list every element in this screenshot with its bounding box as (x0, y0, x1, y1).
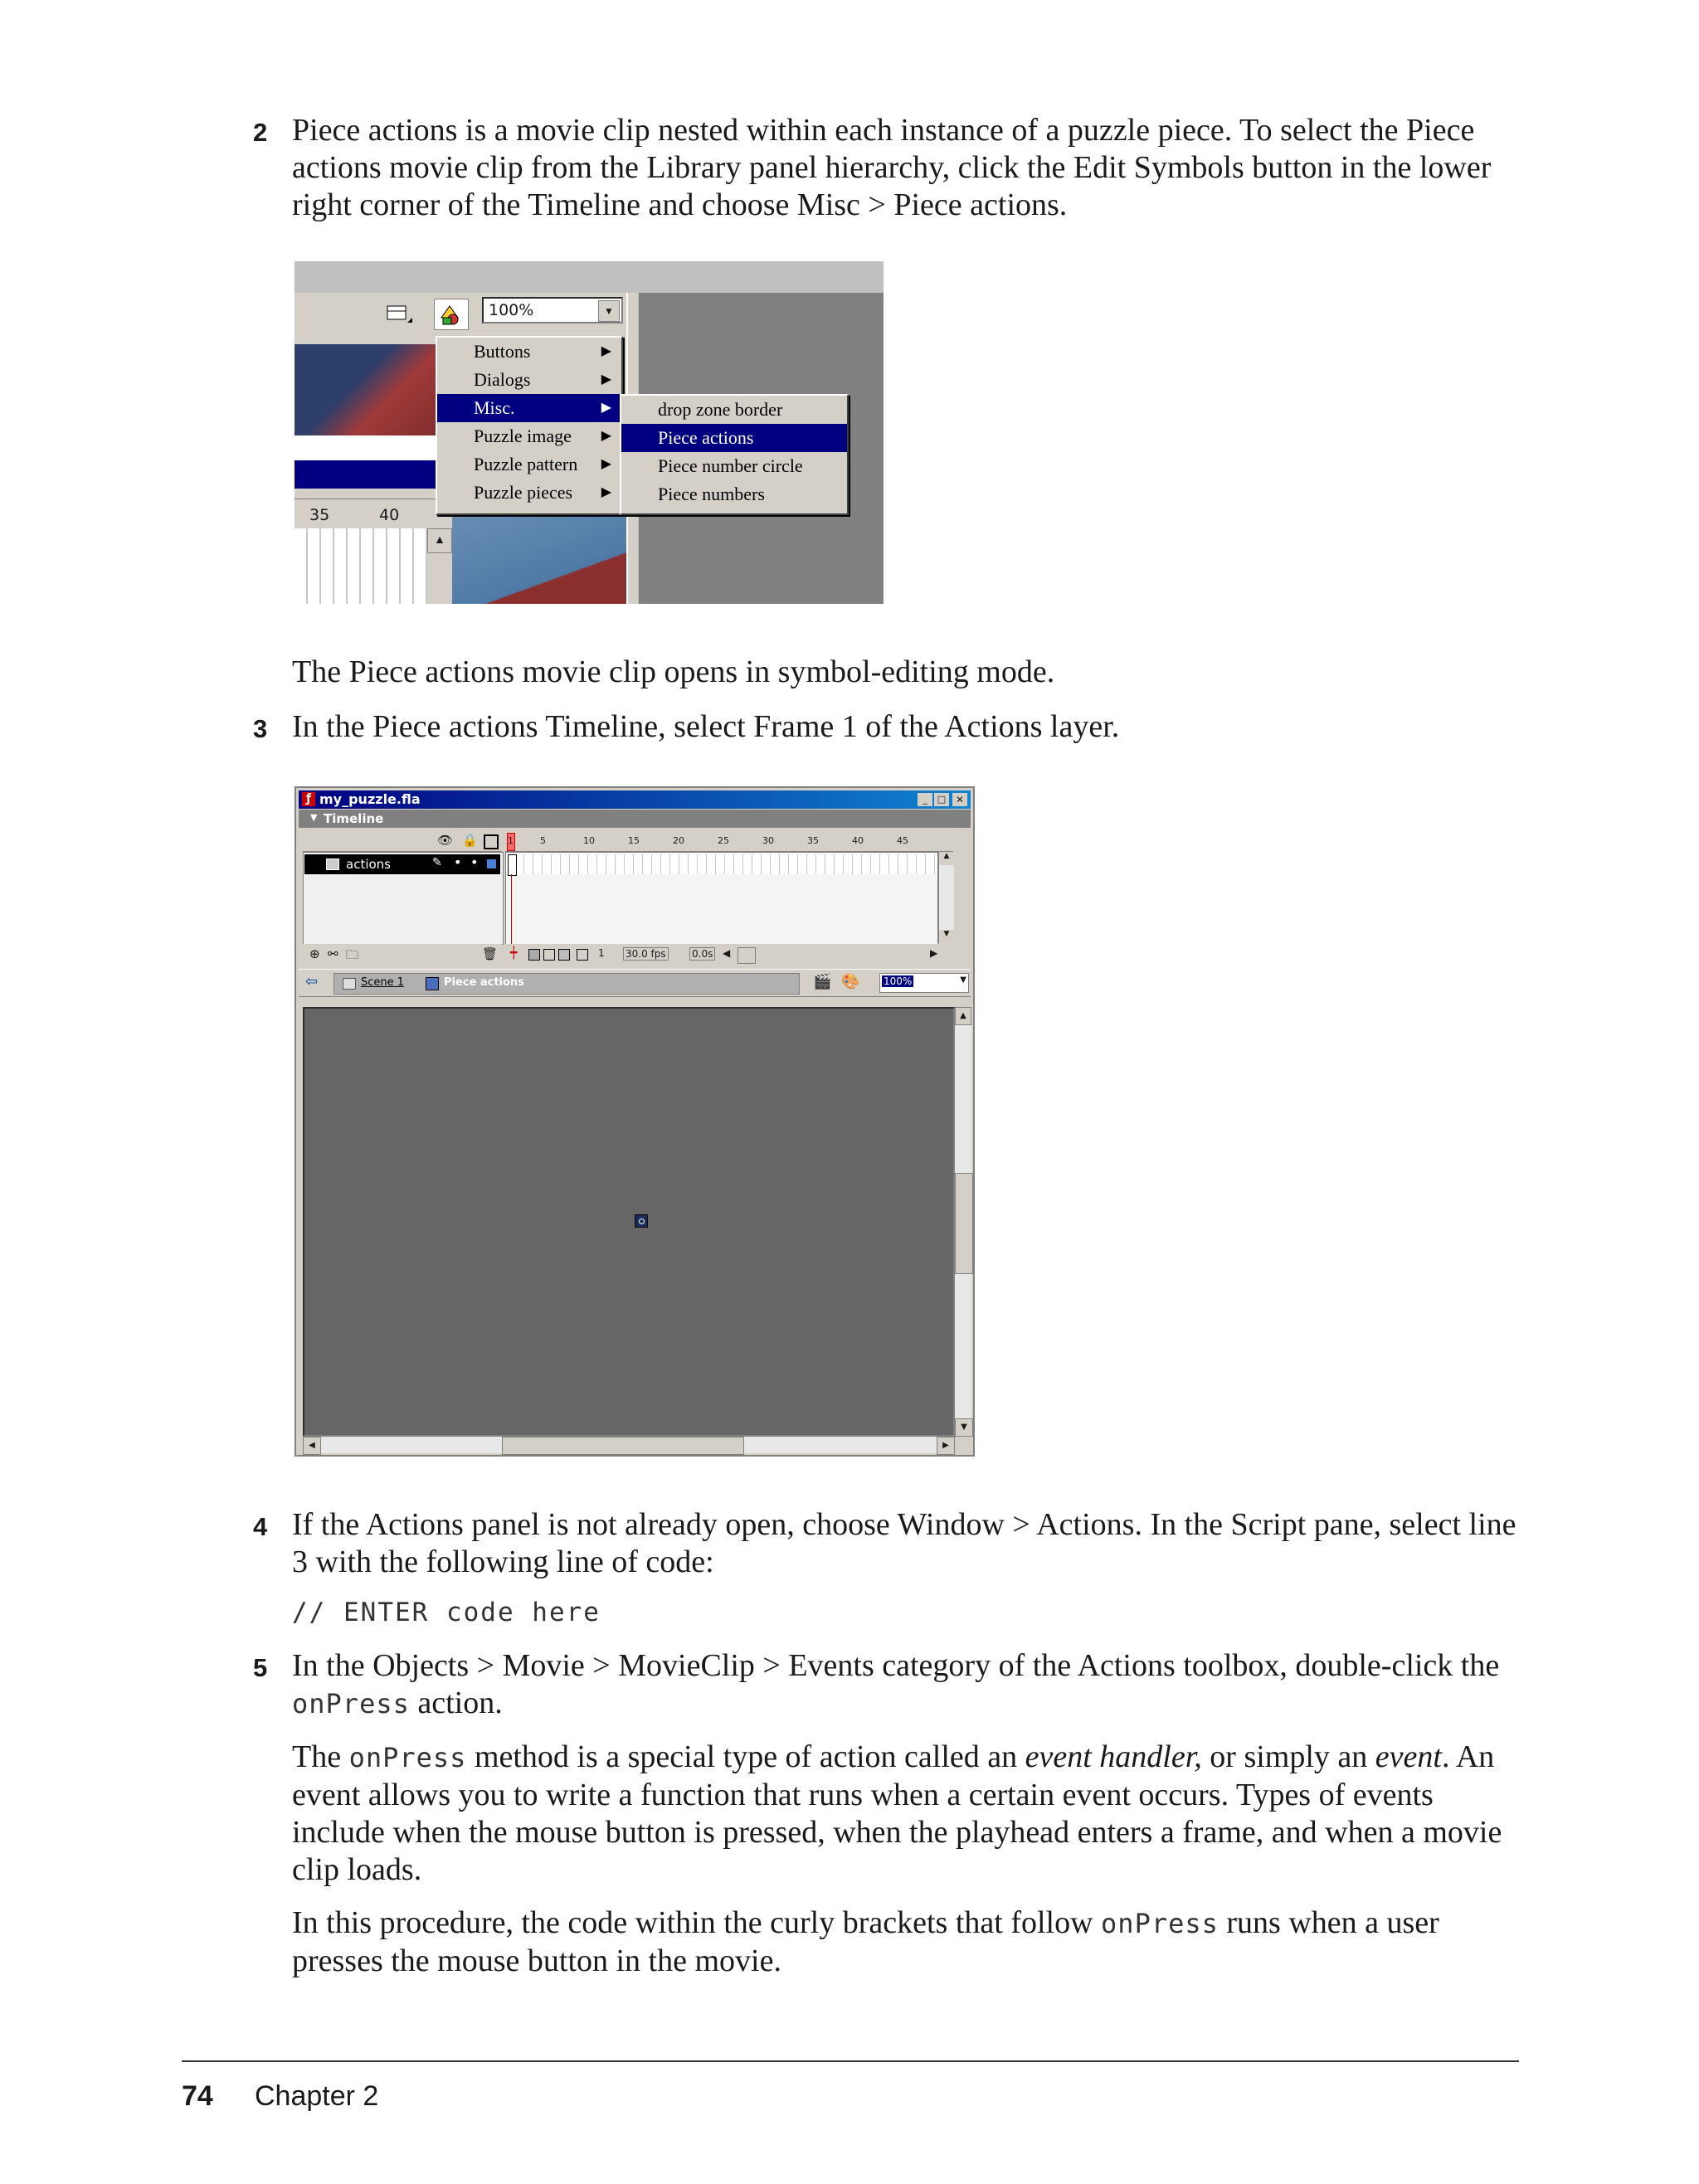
frame-number: 30 (762, 835, 774, 846)
vertical-scrollbar[interactable]: ▲ ▼ (938, 852, 954, 943)
collapse-arrow-icon[interactable]: ▼ (310, 812, 318, 823)
edit-symbols-icon[interactable] (434, 299, 469, 330)
frame-ruler[interactable] (505, 831, 953, 852)
page-number: 74 (182, 2080, 213, 2112)
step-number: 4 (253, 1512, 268, 1541)
scroll-up-icon[interactable]: ▲ (427, 528, 452, 553)
eye-icon[interactable]: 👁 (437, 833, 454, 848)
submenu-item-drop-zone-border[interactable]: drop zone border (658, 399, 783, 420)
onion-skin-icon[interactable] (528, 949, 540, 961)
frame-rate: 30.0 fps (623, 947, 669, 961)
frame-number: 35 (807, 835, 819, 846)
step-3 (253, 708, 1531, 746)
submenu-item-piece-number-circle[interactable]: Piece number circle (658, 455, 803, 476)
frame-number: 20 (673, 835, 684, 846)
menu-item-dialogs[interactable]: Dialogs ▶ (474, 369, 611, 390)
add-guide-layer-icon[interactable]: ⚯ (328, 946, 338, 961)
submenu-item-piece-numbers[interactable]: Piece numbers (658, 484, 765, 504)
edit-scene-icon[interactable]: 🎬 (813, 973, 832, 990)
menu-item-puzzle-pieces[interactable]: Puzzle pieces ▶ (474, 482, 611, 503)
step-2 (253, 112, 1531, 224)
frame-number: 45 (897, 835, 908, 846)
step-5 (253, 1647, 1531, 1723)
frame-number: 40 (852, 835, 864, 846)
misc-submenu (620, 394, 849, 515)
menu-item-misc[interactable]: Misc. ▶ (437, 394, 621, 422)
menu-item-puzzle-image[interactable]: Puzzle image ▶ (474, 426, 611, 446)
step-text: If the Actions panel is not already open, choose Window > Actions. In the Script pane, select line 3 with the following line of code: (292, 1507, 1516, 1579)
zoom-value: 100% (489, 301, 534, 319)
elapsed-time: 0.0s (689, 947, 715, 961)
step-4 (253, 1506, 1531, 1581)
stage-horizontal-scrollbar[interactable]: ◀ ▶ (303, 1437, 955, 1453)
breadcrumb-symbol: Piece actions (444, 976, 524, 989)
scroll-left-icon[interactable]: ◀ (723, 947, 731, 959)
step-number: 5 (253, 1653, 268, 1682)
timeline-panel-header[interactable] (299, 810, 971, 828)
back-arrow-icon[interactable]: ⇦ (305, 973, 319, 990)
frame-cells[interactable] (505, 852, 938, 945)
stage-vertical-scrollbar[interactable]: ▲ ▼ (955, 1007, 971, 1437)
zoom-select[interactable] (482, 297, 623, 323)
para-procedure: In this procedure, the code within the curly brackets that follow onPress runs when a user presses the mouse button in the movie. (292, 1905, 1439, 1978)
movie-clip-icon (426, 977, 439, 990)
code-line: // ENTER code here (292, 1598, 601, 1627)
maximize-button[interactable]: □ (934, 793, 949, 806)
outline-icon[interactable] (484, 834, 499, 849)
trash-icon[interactable]: 🗑 (482, 946, 499, 961)
insert-layer-icon[interactable]: ⊕ (309, 946, 320, 961)
edit-bar (299, 969, 971, 997)
step-number: 3 (253, 714, 268, 743)
registration-point[interactable] (635, 1214, 648, 1228)
frame-number: 25 (718, 835, 729, 846)
chevron-down-icon[interactable]: ▼ (960, 975, 966, 985)
edit-symbols-dropdown (436, 336, 623, 515)
footer-rule (182, 2060, 1519, 2062)
layer-row-actions[interactable] (304, 854, 500, 874)
para-onpress: The onPress method is a special type of action called an event handler, or simply an event. An event allows you to write a function that runs when a certain event occurs. Types of events include when the mouse button is pressed, when the playhead enters a frame, and when a movie clip loads. (292, 1739, 1502, 1887)
inline-code: onPress (1101, 1908, 1219, 1939)
visible-dot[interactable]: • (454, 854, 462, 870)
menu-item-buttons[interactable]: Buttons ▶ (474, 341, 611, 362)
lock-icon[interactable]: 🔒 (462, 833, 478, 848)
layer-color-swatch[interactable] (487, 859, 496, 868)
frame-number: 5 (540, 835, 546, 846)
zoom-select[interactable] (879, 973, 969, 993)
scroll-right-icon[interactable]: ▶ (930, 947, 938, 959)
para-symbol-mode: The Piece actions movie clip opens in symbol-editing mode. (292, 654, 1055, 689)
timeline-panel-title: Timeline (324, 811, 384, 826)
pencil-icon: ✎ (432, 856, 442, 869)
layer-icon (326, 859, 339, 870)
step-text: In the Objects > Movie > MovieClip > Events category of the Actions toolbox, double-click the onPress action. (292, 1648, 1500, 1720)
breadcrumb-scene[interactable]: Scene 1 (361, 976, 405, 989)
submenu-item-piece-actions[interactable]: Piece actions (621, 424, 847, 452)
stage-area[interactable] (303, 1007, 955, 1437)
flash-icon: ƒ (302, 792, 315, 806)
insert-folder-icon[interactable]: 🗀 (346, 947, 359, 962)
unlock-dot[interactable]: • (470, 854, 479, 870)
frame-number: 10 (583, 835, 595, 846)
edit-symbols-menu-screenshot (295, 261, 884, 604)
chevron-down-icon[interactable]: ▼ (598, 300, 620, 322)
onion-outline-icon[interactable] (543, 949, 555, 961)
frame-number: 15 (628, 835, 640, 846)
ruler-label: 40 (379, 506, 400, 524)
close-button[interactable]: ✕ (952, 793, 967, 806)
flash-document-window (295, 786, 975, 1457)
step-text: In the Piece actions Timeline, select Frame 1 of the Actions layer. (292, 709, 1120, 744)
window-title-bar (299, 790, 971, 809)
inline-code: onPress (348, 1742, 467, 1773)
layer-name: actions (346, 857, 391, 872)
step-number: 2 (253, 118, 268, 147)
inline-code: onPress (292, 1688, 410, 1719)
edit-scene-icon[interactable] (384, 301, 412, 326)
menu-item-puzzle-pattern[interactable]: Puzzle pattern ▶ (474, 454, 611, 474)
edit-multiple-frames-icon[interactable] (558, 949, 570, 961)
keyframe-cell[interactable] (508, 854, 517, 876)
zoom-value: 100% (884, 975, 913, 987)
center-frame-icon[interactable]: ┿ (510, 946, 518, 960)
ruler-label: 35 (309, 506, 330, 524)
step-text: Piece actions is a movie clip nested within each instance of a puzzle piece. To select the Piece actions movie clip from the Library panel hierarchy, click the Edit Symbols button in the lower right corner of the Timeline and choose Misc > Piece actions. (292, 113, 1492, 222)
frame-number: 1 (508, 835, 514, 846)
edit-symbols-icon[interactable]: 🎨 (841, 973, 860, 990)
modify-markers-icon[interactable] (577, 949, 588, 961)
scene-icon (343, 978, 356, 990)
chapter-label: Chapter 2 (255, 2080, 379, 2112)
window-title: my_puzzle.fla (319, 791, 421, 807)
minimize-button[interactable]: _ (918, 793, 932, 806)
current-frame: 1 (598, 947, 605, 959)
